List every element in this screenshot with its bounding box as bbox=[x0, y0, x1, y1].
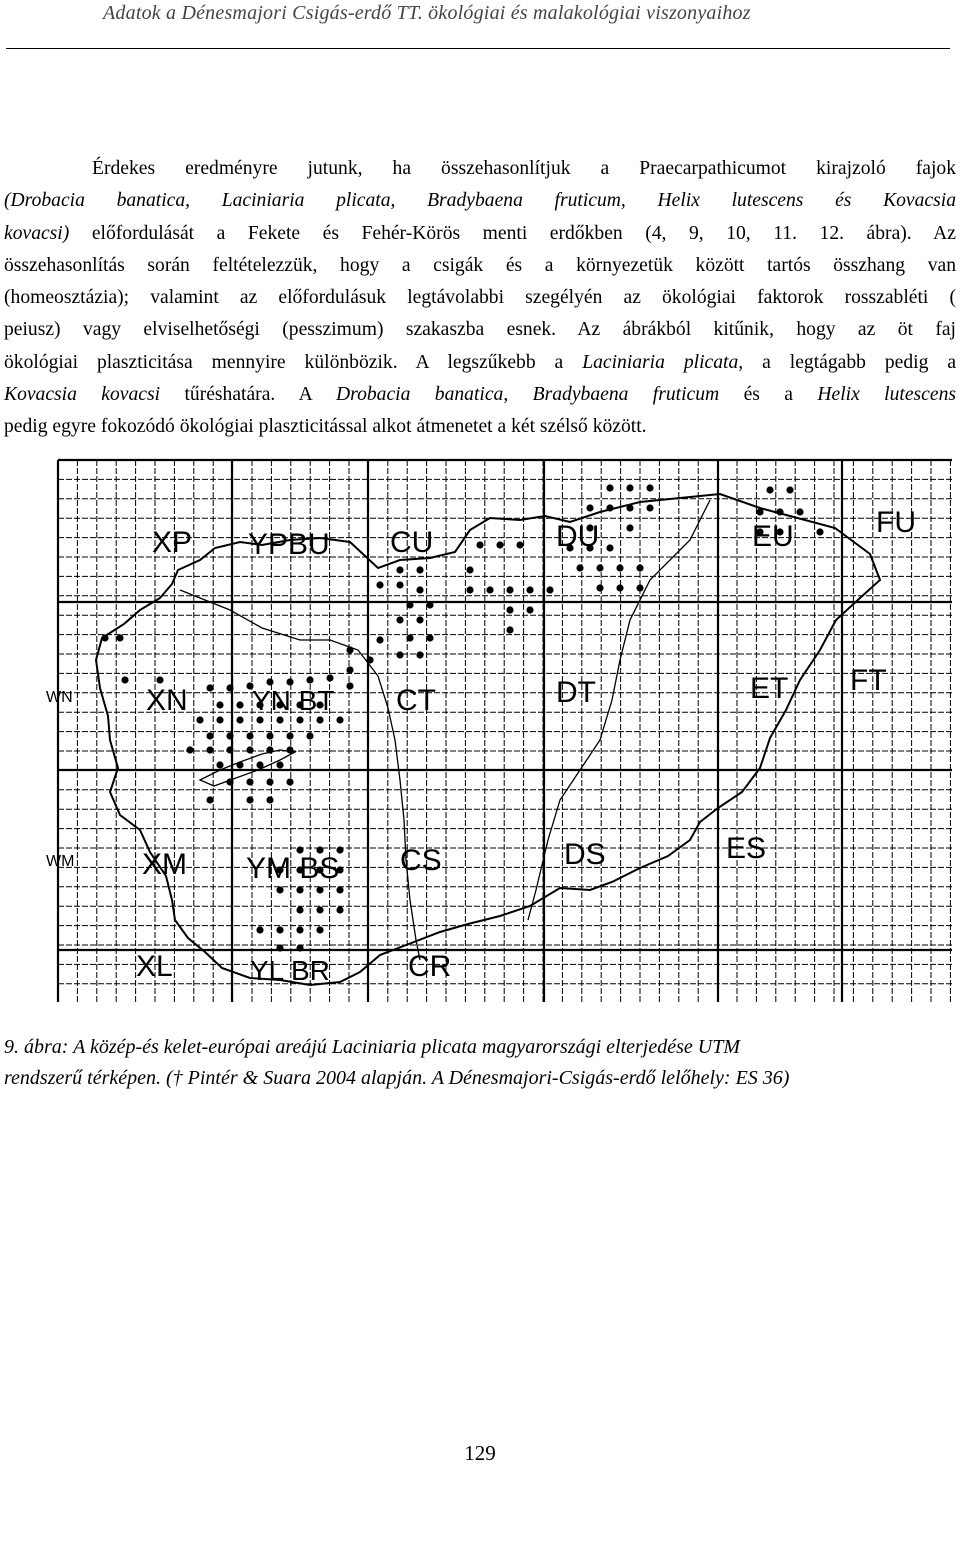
occurrence-dot bbox=[156, 676, 163, 683]
occurrence-dot bbox=[216, 761, 223, 768]
occurrence-dot bbox=[246, 746, 253, 753]
occurrence-dot bbox=[576, 564, 583, 571]
occurrence-dot bbox=[496, 541, 503, 548]
map-label-eu: EU bbox=[752, 520, 794, 553]
occurrence-dot bbox=[376, 581, 383, 588]
occurrence-dot bbox=[646, 504, 653, 511]
occurrence-dot bbox=[186, 746, 193, 753]
map-label-fu: FU bbox=[876, 506, 916, 539]
text-run: előfordulását a Fekete és Fehér-Körös menti erdőkben (4, 9, 10, 11. 12. ábra). Az bbox=[69, 222, 956, 244]
occurrence-dot bbox=[616, 584, 623, 591]
text-run: ökológiai plaszticitása mennyire különbözik. A legszűkebb a bbox=[4, 351, 583, 373]
occurrence-dot bbox=[266, 746, 273, 753]
occurrence-dot bbox=[526, 606, 533, 613]
occurrence-dot bbox=[346, 646, 353, 653]
species-name: Laciniaria plicata, bbox=[582, 351, 744, 373]
map-label-cu: CU bbox=[390, 526, 434, 559]
occurrence-dot bbox=[256, 761, 263, 768]
body-paragraph bbox=[4, 153, 956, 444]
map-label-ylbr: YL BR bbox=[250, 955, 330, 986]
occurrence-dot bbox=[406, 634, 413, 641]
utm-grid bbox=[58, 460, 952, 1002]
occurrence-dot bbox=[416, 616, 423, 623]
text-line: pedig egyre fokozódó ökológiai plaszticitással alkot átmenetet a két szélső között. bbox=[4, 416, 647, 438]
text-run: és a bbox=[719, 384, 818, 406]
text-line: (homeosztázia); valamint az előfordulásuk legtávolabbi szegélyén az ökológiai faktorok rosszabléti ( bbox=[4, 287, 956, 309]
occurrence-dot bbox=[476, 541, 483, 548]
occurrence-dot bbox=[226, 732, 233, 739]
occurrence-dot bbox=[596, 584, 603, 591]
map-label-xp: XP bbox=[152, 526, 193, 559]
occurrence-dot bbox=[636, 564, 643, 571]
map-label-ds: DS bbox=[564, 838, 606, 871]
occurrence-dot bbox=[526, 586, 533, 593]
occurrence-dot bbox=[616, 564, 623, 571]
occurrence-dot bbox=[756, 508, 763, 515]
occurrence-dot bbox=[626, 484, 633, 491]
occurrence-dot bbox=[316, 926, 323, 933]
species-name: Helix lutescens bbox=[817, 384, 956, 406]
occurrence-dot bbox=[396, 566, 403, 573]
occurrence-dot bbox=[336, 906, 343, 913]
occurrence-dot bbox=[406, 601, 413, 608]
occurrence-dot bbox=[316, 716, 323, 723]
occurrence-dot bbox=[266, 778, 273, 785]
occurrence-dot bbox=[236, 761, 243, 768]
occurrence-dot bbox=[546, 586, 553, 593]
text-run: tűréshatára. A bbox=[160, 384, 337, 406]
occurrence-dot bbox=[486, 586, 493, 593]
text-run: , bbox=[503, 384, 533, 406]
occurrence-dot bbox=[256, 926, 263, 933]
occurrence-dot bbox=[426, 634, 433, 641]
occurrence-dot bbox=[276, 944, 283, 951]
occurrence-dot bbox=[116, 634, 123, 641]
occurrence-dot bbox=[266, 732, 273, 739]
map-label-ymbs: YM BS bbox=[246, 852, 340, 885]
occurrence-dot bbox=[636, 584, 643, 591]
occurrence-dot bbox=[506, 586, 513, 593]
occurrence-dot bbox=[296, 926, 303, 933]
map-label-es: ES bbox=[726, 832, 767, 865]
occurrence-dot bbox=[206, 732, 213, 739]
text-line: peiusz) vagy elviselhetőségi (pesszimum) szakaszba esnek. Az ábrákból kitűnik, hogy az öt faj bbox=[4, 319, 956, 341]
river-tisza bbox=[528, 500, 710, 920]
map-label-dt: DT bbox=[556, 676, 596, 709]
occurrence-dot bbox=[206, 684, 213, 691]
map-figure bbox=[0, 420, 960, 1020]
occurrence-dot bbox=[316, 906, 323, 913]
occurrence-dot bbox=[296, 716, 303, 723]
occurrence-dot bbox=[426, 601, 433, 608]
occurrence-dot bbox=[416, 586, 423, 593]
species-name: Bradybaena fruticum bbox=[532, 384, 720, 406]
caption-line: rendszerű térképen. († Pintér & Suara 2004 alapján. A Dénesmajori-Csigás-erdő lelőhely: ES 36) bbox=[4, 1066, 790, 1089]
map-label-cs: CS bbox=[400, 844, 442, 877]
caption-line: 9. ábra: A közép-és kelet-európai areájú Laciniaria plicata magyarországi elterjedése UTM bbox=[4, 1036, 741, 1058]
map-label-wn: WN bbox=[46, 689, 73, 706]
page-number: 129 bbox=[464, 1441, 496, 1465]
occurrence-dot bbox=[316, 886, 323, 893]
occurrence-dots bbox=[101, 484, 823, 951]
occurrence-dot bbox=[286, 778, 293, 785]
occurrence-dot bbox=[246, 796, 253, 803]
occurrence-dot bbox=[286, 746, 293, 753]
text-line: összehasonlítás során feltételezzük, hogy a csigák és a környezetük között tartós összhang van bbox=[4, 254, 956, 276]
occurrence-dot bbox=[516, 541, 523, 548]
occurrence-dot bbox=[586, 504, 593, 511]
running-header: Adatok a Dénesmajori Csigás-erdő TT. ökológiai és malakológiai viszonyaihoz bbox=[103, 2, 751, 24]
occurrence-dot bbox=[276, 761, 283, 768]
occurrence-dot bbox=[366, 656, 373, 663]
occurrence-dot bbox=[236, 701, 243, 708]
occurrence-dot bbox=[646, 484, 653, 491]
occurrence-dot bbox=[336, 886, 343, 893]
map-label-cr: CR bbox=[408, 950, 452, 983]
map-label-xm: XM bbox=[142, 848, 187, 881]
occurrence-dot bbox=[226, 778, 233, 785]
text-run: a legtágabb pedig a bbox=[743, 351, 957, 373]
text-line bbox=[4, 347, 956, 379]
occurrence-dot bbox=[336, 716, 343, 723]
occurrence-dot bbox=[276, 886, 283, 893]
map-label-ynbt: YN BT bbox=[252, 685, 335, 716]
occurrence-dot bbox=[246, 732, 253, 739]
map-label-wm: WM bbox=[46, 853, 75, 870]
occurrence-dot bbox=[466, 566, 473, 573]
species-list: (Drobacia banatica, Laciniaria plicata, Bradybaena fruticum, Helix lutescens és Kovacsia bbox=[4, 190, 956, 212]
occurrence-dot bbox=[101, 634, 108, 641]
header-rule bbox=[6, 48, 950, 49]
occurrence-dot bbox=[396, 616, 403, 623]
occurrence-dot bbox=[256, 716, 263, 723]
occurrence-dot bbox=[266, 796, 273, 803]
occurrence-dot bbox=[606, 484, 613, 491]
occurrence-dot bbox=[416, 566, 423, 573]
occurrence-dot bbox=[786, 486, 793, 493]
occurrence-dot bbox=[766, 486, 773, 493]
map-label-xl: XL bbox=[136, 950, 173, 983]
occurrence-dot bbox=[206, 746, 213, 753]
map-label-ypbu: YPBU bbox=[248, 528, 330, 561]
occurrence-dot bbox=[296, 944, 303, 951]
occurrence-dot bbox=[216, 701, 223, 708]
occurrence-dot bbox=[776, 508, 783, 515]
occurrence-dot bbox=[236, 716, 243, 723]
occurrence-dot bbox=[606, 544, 613, 551]
occurrence-dot bbox=[346, 666, 353, 673]
occurrence-dot bbox=[416, 651, 423, 658]
occurrence-dot bbox=[121, 676, 128, 683]
text-line bbox=[4, 379, 956, 411]
occurrence-dot bbox=[226, 684, 233, 691]
species-name: kovacsi) bbox=[4, 222, 70, 244]
occurrence-dot bbox=[196, 716, 203, 723]
occurrence-dot bbox=[816, 528, 823, 535]
map-label-xn: XN bbox=[146, 684, 188, 717]
map-label-ct: CT bbox=[396, 684, 436, 717]
occurrence-dot bbox=[396, 651, 403, 658]
map-label-ft: FT bbox=[850, 664, 887, 697]
occurrence-dot bbox=[506, 626, 513, 633]
occurrence-dot bbox=[596, 564, 603, 571]
occurrence-dot bbox=[226, 746, 233, 753]
utm-distribution-map bbox=[0, 420, 960, 1020]
occurrence-dot bbox=[626, 504, 633, 511]
occurrence-dot bbox=[606, 504, 613, 511]
occurrence-dot bbox=[296, 906, 303, 913]
text-line bbox=[4, 218, 956, 250]
occurrence-dot bbox=[216, 716, 223, 723]
river-danube bbox=[180, 590, 420, 960]
text-line bbox=[4, 185, 956, 217]
occurrence-dot bbox=[506, 606, 513, 613]
occurrence-dot bbox=[306, 732, 313, 739]
occurrence-dot bbox=[206, 796, 213, 803]
occurrence-dot bbox=[326, 674, 333, 681]
text-line: Érdekes eredményre jutunk, ha összehasonlítjuk a Praecarpathicumot kirajzoló fajok bbox=[92, 158, 956, 179]
figure-caption bbox=[4, 1032, 956, 1093]
occurrence-dot bbox=[246, 778, 253, 785]
species-name: Kovacsia kovacsi bbox=[4, 384, 161, 406]
grid-square-labels bbox=[46, 506, 916, 986]
species-name: Drobacia banatica bbox=[336, 384, 504, 406]
occurrence-dot bbox=[796, 508, 803, 515]
occurrence-dot bbox=[286, 732, 293, 739]
occurrence-dot bbox=[376, 636, 383, 643]
map-label-et: ET bbox=[750, 672, 789, 705]
occurrence-dot bbox=[396, 581, 403, 588]
occurrence-dot bbox=[276, 926, 283, 933]
occurrence-dot bbox=[466, 586, 473, 593]
occurrence-dot bbox=[296, 886, 303, 893]
occurrence-dot bbox=[276, 716, 283, 723]
occurrence-dot bbox=[626, 524, 633, 531]
occurrence-dot bbox=[346, 682, 353, 689]
occurrence-dot bbox=[306, 676, 313, 683]
map-label-du: DU bbox=[556, 520, 600, 553]
